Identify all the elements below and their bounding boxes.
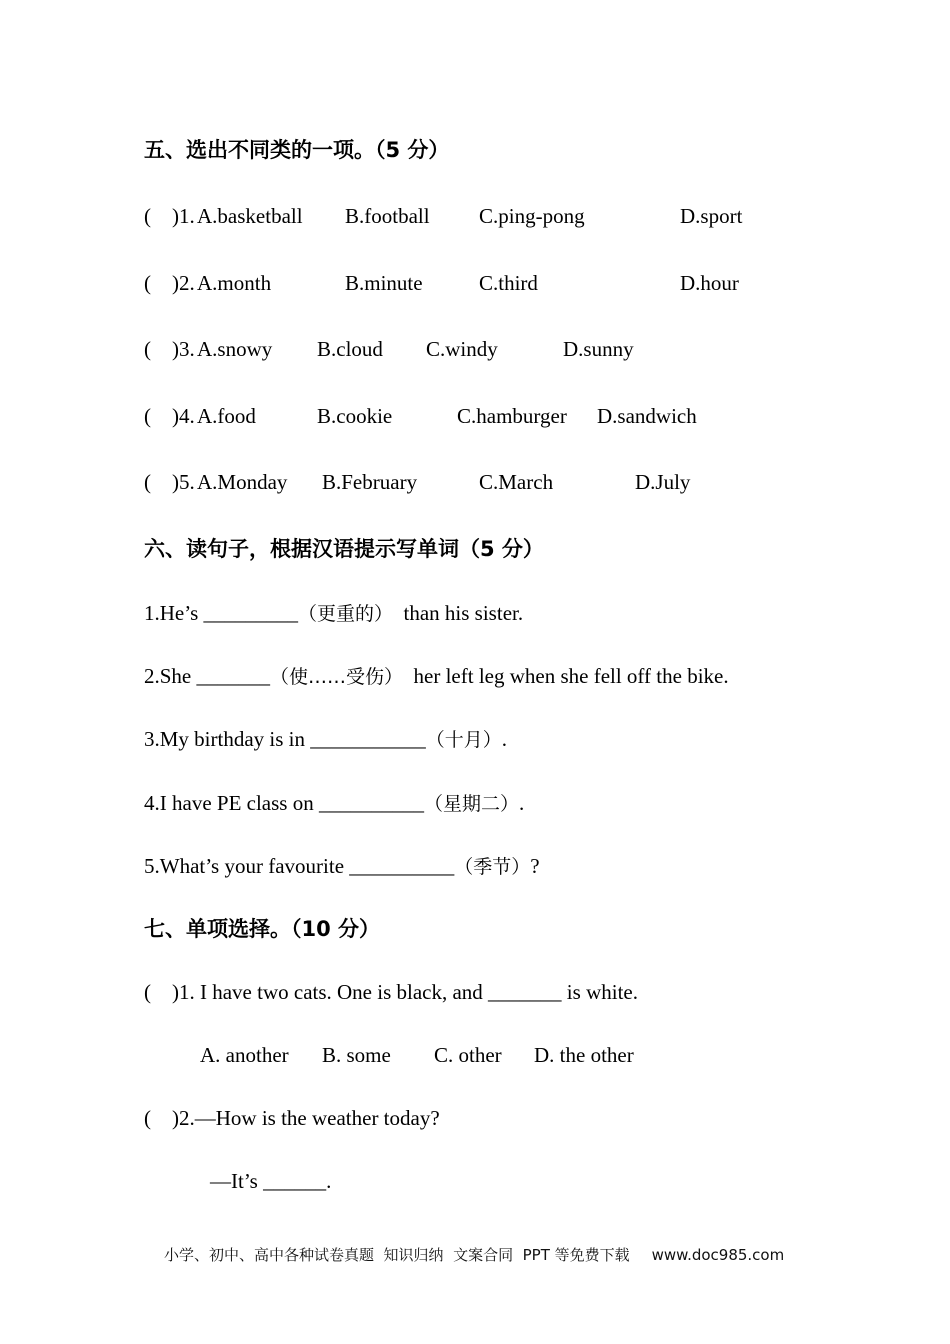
option-a: A.Monday	[197, 470, 288, 494]
answer-blank: _______	[196, 664, 270, 688]
option-d: D.sport	[680, 204, 743, 228]
sentence-text: 5.What’s your favourite	[144, 854, 350, 878]
answer-blank: _________	[203, 601, 298, 625]
option-a: A.snowy	[197, 337, 273, 361]
option-b: B.minute	[345, 271, 423, 295]
row-number: ( )1.	[144, 204, 195, 228]
page-footer	[164, 1244, 784, 1265]
answer-blank: ___________	[310, 727, 426, 751]
sentence-text: .	[501, 727, 508, 751]
answer-blank: __________	[318, 791, 424, 815]
sentence-text: her left leg when she fell off the bike.	[403, 664, 729, 688]
option-a: A.basketball	[197, 204, 303, 228]
option-c: C.ping-pong	[479, 204, 585, 228]
option-a: A.month	[197, 271, 272, 295]
option-b: B. some	[322, 1043, 391, 1067]
chinese-hint: （季节）	[454, 856, 531, 878]
row-number: ( )5.	[144, 470, 195, 494]
section5-heading: 五、选出不同类的一项。（5 分）	[144, 138, 450, 162]
question-1-stem: ( )1. I have two cats. One is black, and _______ is white.	[144, 980, 638, 1004]
fill-sentence-3	[144, 726, 507, 753]
option-b: B.cloud	[317, 337, 383, 361]
sentence-text: than his sister.	[393, 601, 524, 625]
footer-text: 小学、初中、高中各种试卷真题 知识归纳 文案合同 PPT 等免费下载	[164, 1246, 630, 1264]
footer-url[interactable]: www.doc985.com	[651, 1246, 785, 1264]
fill-sentence-5	[144, 853, 540, 880]
option-b: B.football	[345, 204, 430, 228]
option-c: C. other	[434, 1043, 502, 1067]
section6-heading: 六、读句子，根据汉语提示写单词（5 分）	[144, 537, 544, 561]
option-d: D.July	[635, 470, 691, 494]
chinese-hint: （星期二）	[423, 793, 519, 815]
sentence-text: 1.He’s	[144, 601, 204, 625]
option-b: B.cookie	[317, 404, 393, 428]
row-number: ( )2.	[144, 271, 195, 295]
fill-sentence-2	[144, 663, 729, 690]
question-2-answer: —It’s ______.	[210, 1169, 332, 1193]
sentence-text: 3.My birthday is in	[144, 727, 311, 751]
option-d: D.hour	[680, 271, 739, 295]
sentence-text: .	[518, 791, 525, 815]
row-number: ( )4.	[144, 404, 195, 428]
question-2-stem: ( )2.—How is the weather today?	[144, 1106, 440, 1130]
option-a: A.food	[197, 404, 256, 428]
option-c: C.third	[479, 271, 538, 295]
sentence-text: 4.I have PE class on	[144, 791, 319, 815]
chinese-hint: （更重的）	[298, 603, 394, 625]
option-d: D.sunny	[563, 337, 634, 361]
fill-sentence-4	[144, 790, 524, 817]
option-b: B.February	[322, 470, 418, 494]
option-c: C.windy	[426, 337, 498, 361]
option-c: C.March	[479, 470, 554, 494]
row-number: ( )3.	[144, 337, 195, 361]
sentence-text: ?	[530, 854, 540, 878]
section7-heading: 七、单项选择。（10 分）	[144, 917, 381, 941]
option-d: D.sandwich	[597, 404, 697, 428]
sentence-text: 2.She	[144, 664, 197, 688]
answer-blank: __________	[349, 854, 455, 878]
option-d: D. the other	[534, 1043, 634, 1067]
chinese-hint: （使……受伤）	[270, 666, 404, 688]
fill-sentence-1	[144, 600, 523, 627]
option-c: C.hamburger	[457, 404, 567, 428]
option-a: A. another	[200, 1043, 289, 1067]
chinese-hint: （十月）	[425, 729, 502, 751]
